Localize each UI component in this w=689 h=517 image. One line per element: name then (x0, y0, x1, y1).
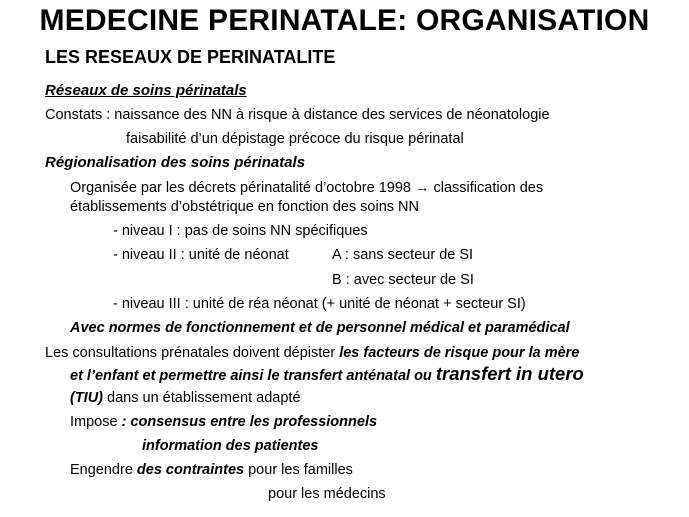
impose-line (70, 413, 377, 431)
consultations-line-3 (70, 389, 301, 407)
consultations-line-1 (45, 344, 579, 362)
consultations-emphasis: les facteurs de risque pour la mère (339, 345, 580, 361)
normes-line: Avec normes de fonctionnement et de personnel médical et paramédical (70, 320, 570, 336)
organisee-line-1: Organisée par les décrets périnatalité d’octobre 1998 → classification des (70, 180, 544, 196)
constats-line-1: Constats : naissance des NN à risque à distance des services de néonatologie (45, 107, 550, 123)
familles-text: pour les familles (244, 462, 353, 478)
consultations-text: Les consultations prénatales doivent dépister (45, 345, 340, 361)
transfert-in-utero: transfert in utero (435, 363, 584, 384)
reseaux-heading: Réseaux de soins périnatals (45, 82, 247, 99)
niveau-2-a: A : sans secteur de SI (332, 247, 474, 263)
niveau-3: - niveau III : unité de réa néonat (+ unité de néonat + secteur SI) (113, 296, 526, 312)
regionalisation-heading: Régionalisation des soins périnatals (45, 154, 306, 171)
constats-line-2: faisabilité d’un dépistage précoce du risque périnatal (126, 131, 464, 147)
engendre-label: Engendre (70, 462, 137, 478)
organisee-line-2: établissements d’obstétrique en fonction des soins NN (70, 199, 419, 215)
section-heading: LES RESEAUX DE PERINATALITE (45, 47, 336, 67)
etablissement-text: dans un établissement adapté (103, 390, 301, 406)
medecins-line: pour les médecins (268, 486, 386, 502)
consultations-line-2 (70, 365, 584, 385)
information-patientes: information des patientes (142, 438, 319, 454)
niveau-1: - niveau I : pas de soins NN spécifiques (113, 223, 368, 239)
niveau-2: - niveau II : unité de néonat (113, 247, 289, 263)
tiu-abbreviation: (TIU) (70, 390, 104, 406)
niveau-2-b: B : avec secteur de SI (332, 272, 474, 288)
slide-title: MEDECINE PERINATALE: ORGANISATION (39, 4, 650, 37)
engendre-line (70, 461, 353, 479)
contraintes-text: des contraintes (136, 462, 245, 478)
transfert-antenatal-text: et l’enfant et permettre ainsi le transfert anténatal ou (70, 368, 436, 384)
consensus-text: : consensus entre les professionnels (121, 414, 378, 430)
impose-label: Impose (70, 414, 122, 430)
